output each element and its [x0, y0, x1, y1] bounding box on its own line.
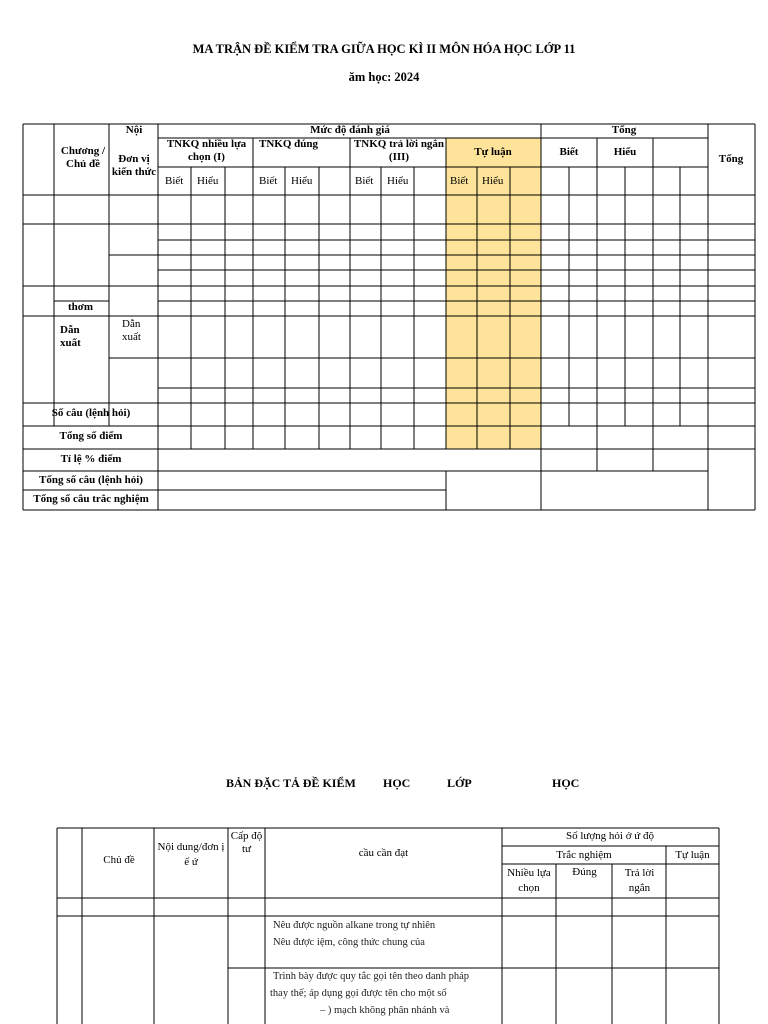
- header-short: TNKQ trả lời ngắn (III): [353, 138, 445, 163]
- spec-header-short: Trả lời ngắn: [624, 867, 655, 894]
- footer-question-count: Số câu (lệnh hỏi): [51, 407, 131, 419]
- spec-header-requirement: cầu cần đạt: [358, 847, 409, 859]
- footer-total-questions: Tổng số câu (lệnh hỏi): [39, 474, 143, 486]
- spec-header-topic: Chủ đề: [103, 854, 135, 866]
- header-chapter: Chương / Chủ đề: [60, 145, 106, 170]
- header-tf: TNKQ đúng: [259, 138, 318, 150]
- header-total-know: Biết: [559, 146, 579, 158]
- tf-know: Biết: [259, 175, 278, 187]
- header-level: Mức độ đánh giá: [310, 124, 390, 136]
- footer-total-score: Tổng số điểm: [59, 430, 123, 442]
- spec-header-content: Nội dung/đơn ị ế ứ: [157, 841, 225, 868]
- header-unit: Đơn vị kiến thức: [111, 153, 157, 178]
- spec-title-part-3: LỚP: [447, 776, 472, 790]
- spec-header-count: Số lượng hỏi ở ứ độ: [565, 830, 655, 842]
- row-derivative-chapter: Dẫn xuất: [60, 324, 81, 349]
- row-aromatic: thơm: [68, 301, 94, 313]
- header-unit-top: Nội: [125, 124, 143, 136]
- spec-header-tf: Đúng: [572, 866, 597, 878]
- requirement-line-5: – ) mạch không phân nhánh và: [320, 1005, 450, 1016]
- header-total: Tổng: [611, 124, 637, 136]
- spec-title-part-2: HỌC: [383, 776, 411, 790]
- matrix-title: MA TRẬN ĐỀ KIỂM TRA GIỮA HỌC KÌ II MÔN HÓA HỌC LỚP 11: [192, 42, 576, 56]
- header-total-right: Tổng: [718, 153, 744, 165]
- short-know: Biết: [355, 175, 374, 187]
- spec-title-part-1: BẢN ĐẶC TẢ ĐỀ KIỂM: [226, 776, 356, 790]
- spec-header-level: Cấp độ tư: [230, 830, 263, 855]
- requirement-line-1: Nêu được nguồn alkane trong tự nhiên: [273, 920, 436, 931]
- footer-score-ratio: Tỉ lệ % điểm: [60, 453, 122, 465]
- header-total-understand: Hiểu: [613, 146, 637, 158]
- mc-understand: Hiểu: [197, 175, 219, 187]
- requirement-line-3: Trình bày được quy tắc gọi tên theo danh pháp: [273, 971, 470, 982]
- essay-know: Biết: [450, 175, 469, 187]
- spec-title-part-4: HỌC: [552, 776, 580, 790]
- header-essay: Tự luận: [474, 146, 512, 158]
- requirement-line-4: thay thế; áp dụng gọi được tên cho một số: [270, 988, 447, 999]
- requirement-line-2: Nêu được iệm, công thức chung của: [273, 937, 425, 948]
- short-understand: Hiểu: [387, 175, 409, 187]
- header-mc: TNKQ nhiều lựa chọn (I): [166, 138, 247, 163]
- mc-know: Biết: [165, 175, 184, 187]
- spec-header-essay: Tự luận: [675, 849, 710, 861]
- tf-understand: Hiểu: [291, 175, 313, 187]
- spec-header-objective: Trắc nghiệm: [556, 849, 612, 861]
- row-derivative-unit: Dẫn xuất: [122, 318, 141, 343]
- essay-understand: Hiểu: [482, 175, 504, 187]
- matrix-subtitle: ăm học: 2024: [348, 70, 420, 84]
- footer-objective-questions: Tổng số câu trắc nghiệm: [33, 493, 149, 505]
- spec-header-mc: Nhiều lựa chọn: [507, 867, 551, 894]
